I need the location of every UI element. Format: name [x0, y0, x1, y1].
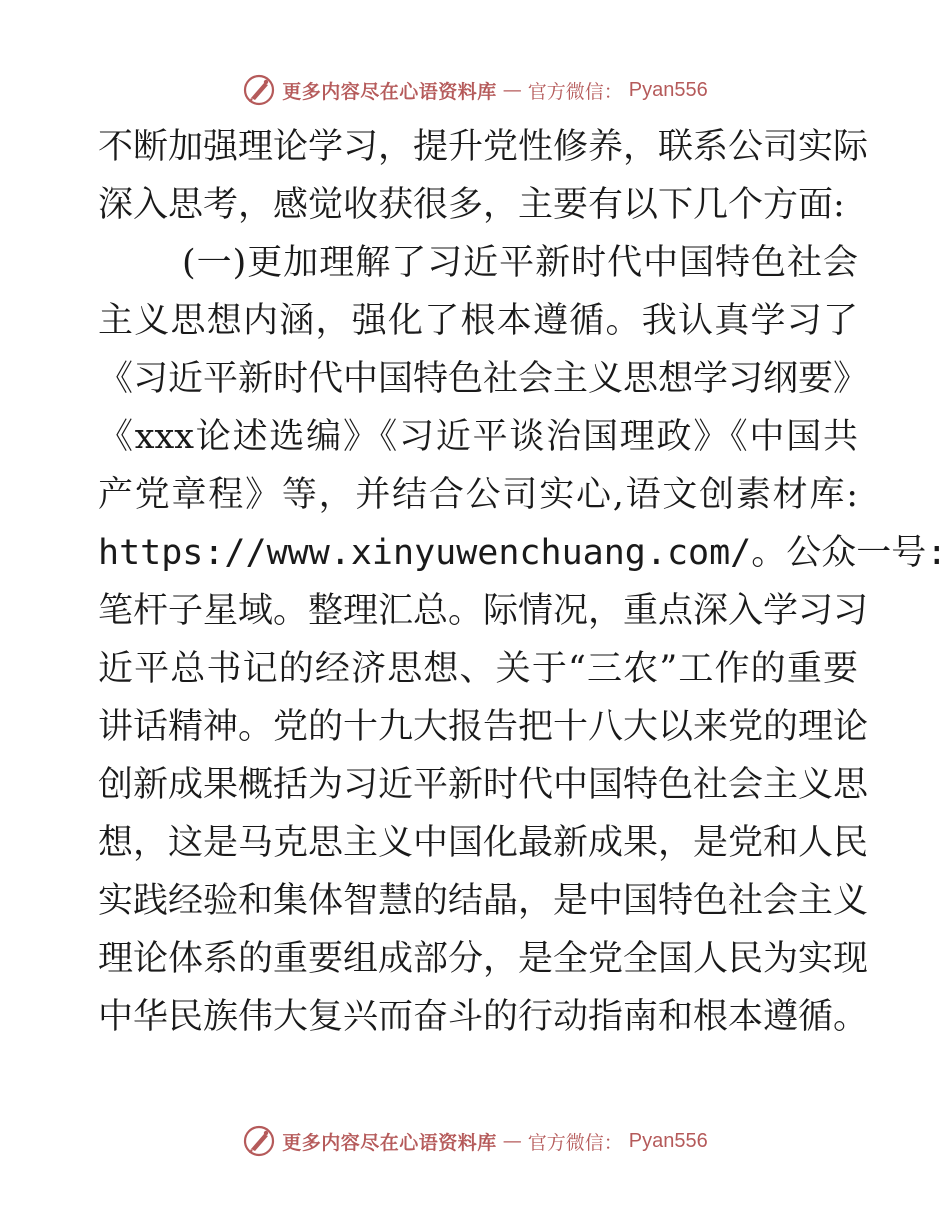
banner-separator: — [502, 79, 522, 101]
url-line: https://www.xinyuwenchuang.com/。公众一号: [98, 533, 948, 573]
body-line: 讲话精神。党的十九大报告把十八大以来党的理论 [98, 707, 869, 747]
body-line: 《xxx论述选编》《习近平谈治国理政》《中国共 [98, 417, 858, 457]
body-line: 近平总书记的经济思想、关于“三农”工作的重要 [98, 649, 858, 689]
wechat-account: Pyan556 [628, 1129, 708, 1152]
body-line: 《习近平新时代中国特色社会主义思想学习纲要》 [98, 359, 869, 399]
body-line: 笔杆子星域。整理汇总。际情况，重点深入学习习 [98, 591, 869, 631]
body-line: 理论体系的重要组成部分，是全党全国人民为实现 [98, 939, 869, 979]
body-line: 主义思想内涵，强化了根本遵循。我认真学习了 [98, 301, 858, 341]
wechat-label: 官方微信： [527, 80, 623, 103]
banner-separator: — [502, 1130, 522, 1152]
quill-pen-logo-icon [242, 1124, 276, 1158]
document-body [98, 118, 948, 1046]
body-line: 实践经验和集体智慧的结晶，是中国特色社会主义 [98, 881, 869, 921]
section-heading-line: (一)更加理解了习近平新时代中国特色社会 [182, 243, 858, 283]
wechat-label: 官方微信： [527, 1131, 623, 1154]
body-line: 产党章程》等，并结合公司实心,语文创素材库: [98, 475, 858, 515]
body-line: 中华民族伟大复兴而奋斗的行动指南和根本遵循。 [98, 997, 869, 1037]
library-text: 更多内容尽在心语资料库 [282, 80, 497, 103]
header-banner [0, 70, 950, 110]
wechat-account: Pyan556 [628, 78, 708, 101]
body-line: 不断加强理论学习，提升党性修养，联系公司实际 [98, 127, 869, 167]
quill-pen-logo-icon [242, 73, 276, 107]
footer-banner [0, 1121, 950, 1161]
body-line: 深入思考，感觉收获很多，主要有以下几个方面: [98, 185, 845, 225]
body-line: 想，这是马克思主义中国化最新成果，是党和人民 [98, 823, 869, 863]
body-line: 创新成果概括为习近平新时代中国特色社会主义思 [98, 765, 869, 805]
library-text: 更多内容尽在心语资料库 [282, 1131, 497, 1154]
